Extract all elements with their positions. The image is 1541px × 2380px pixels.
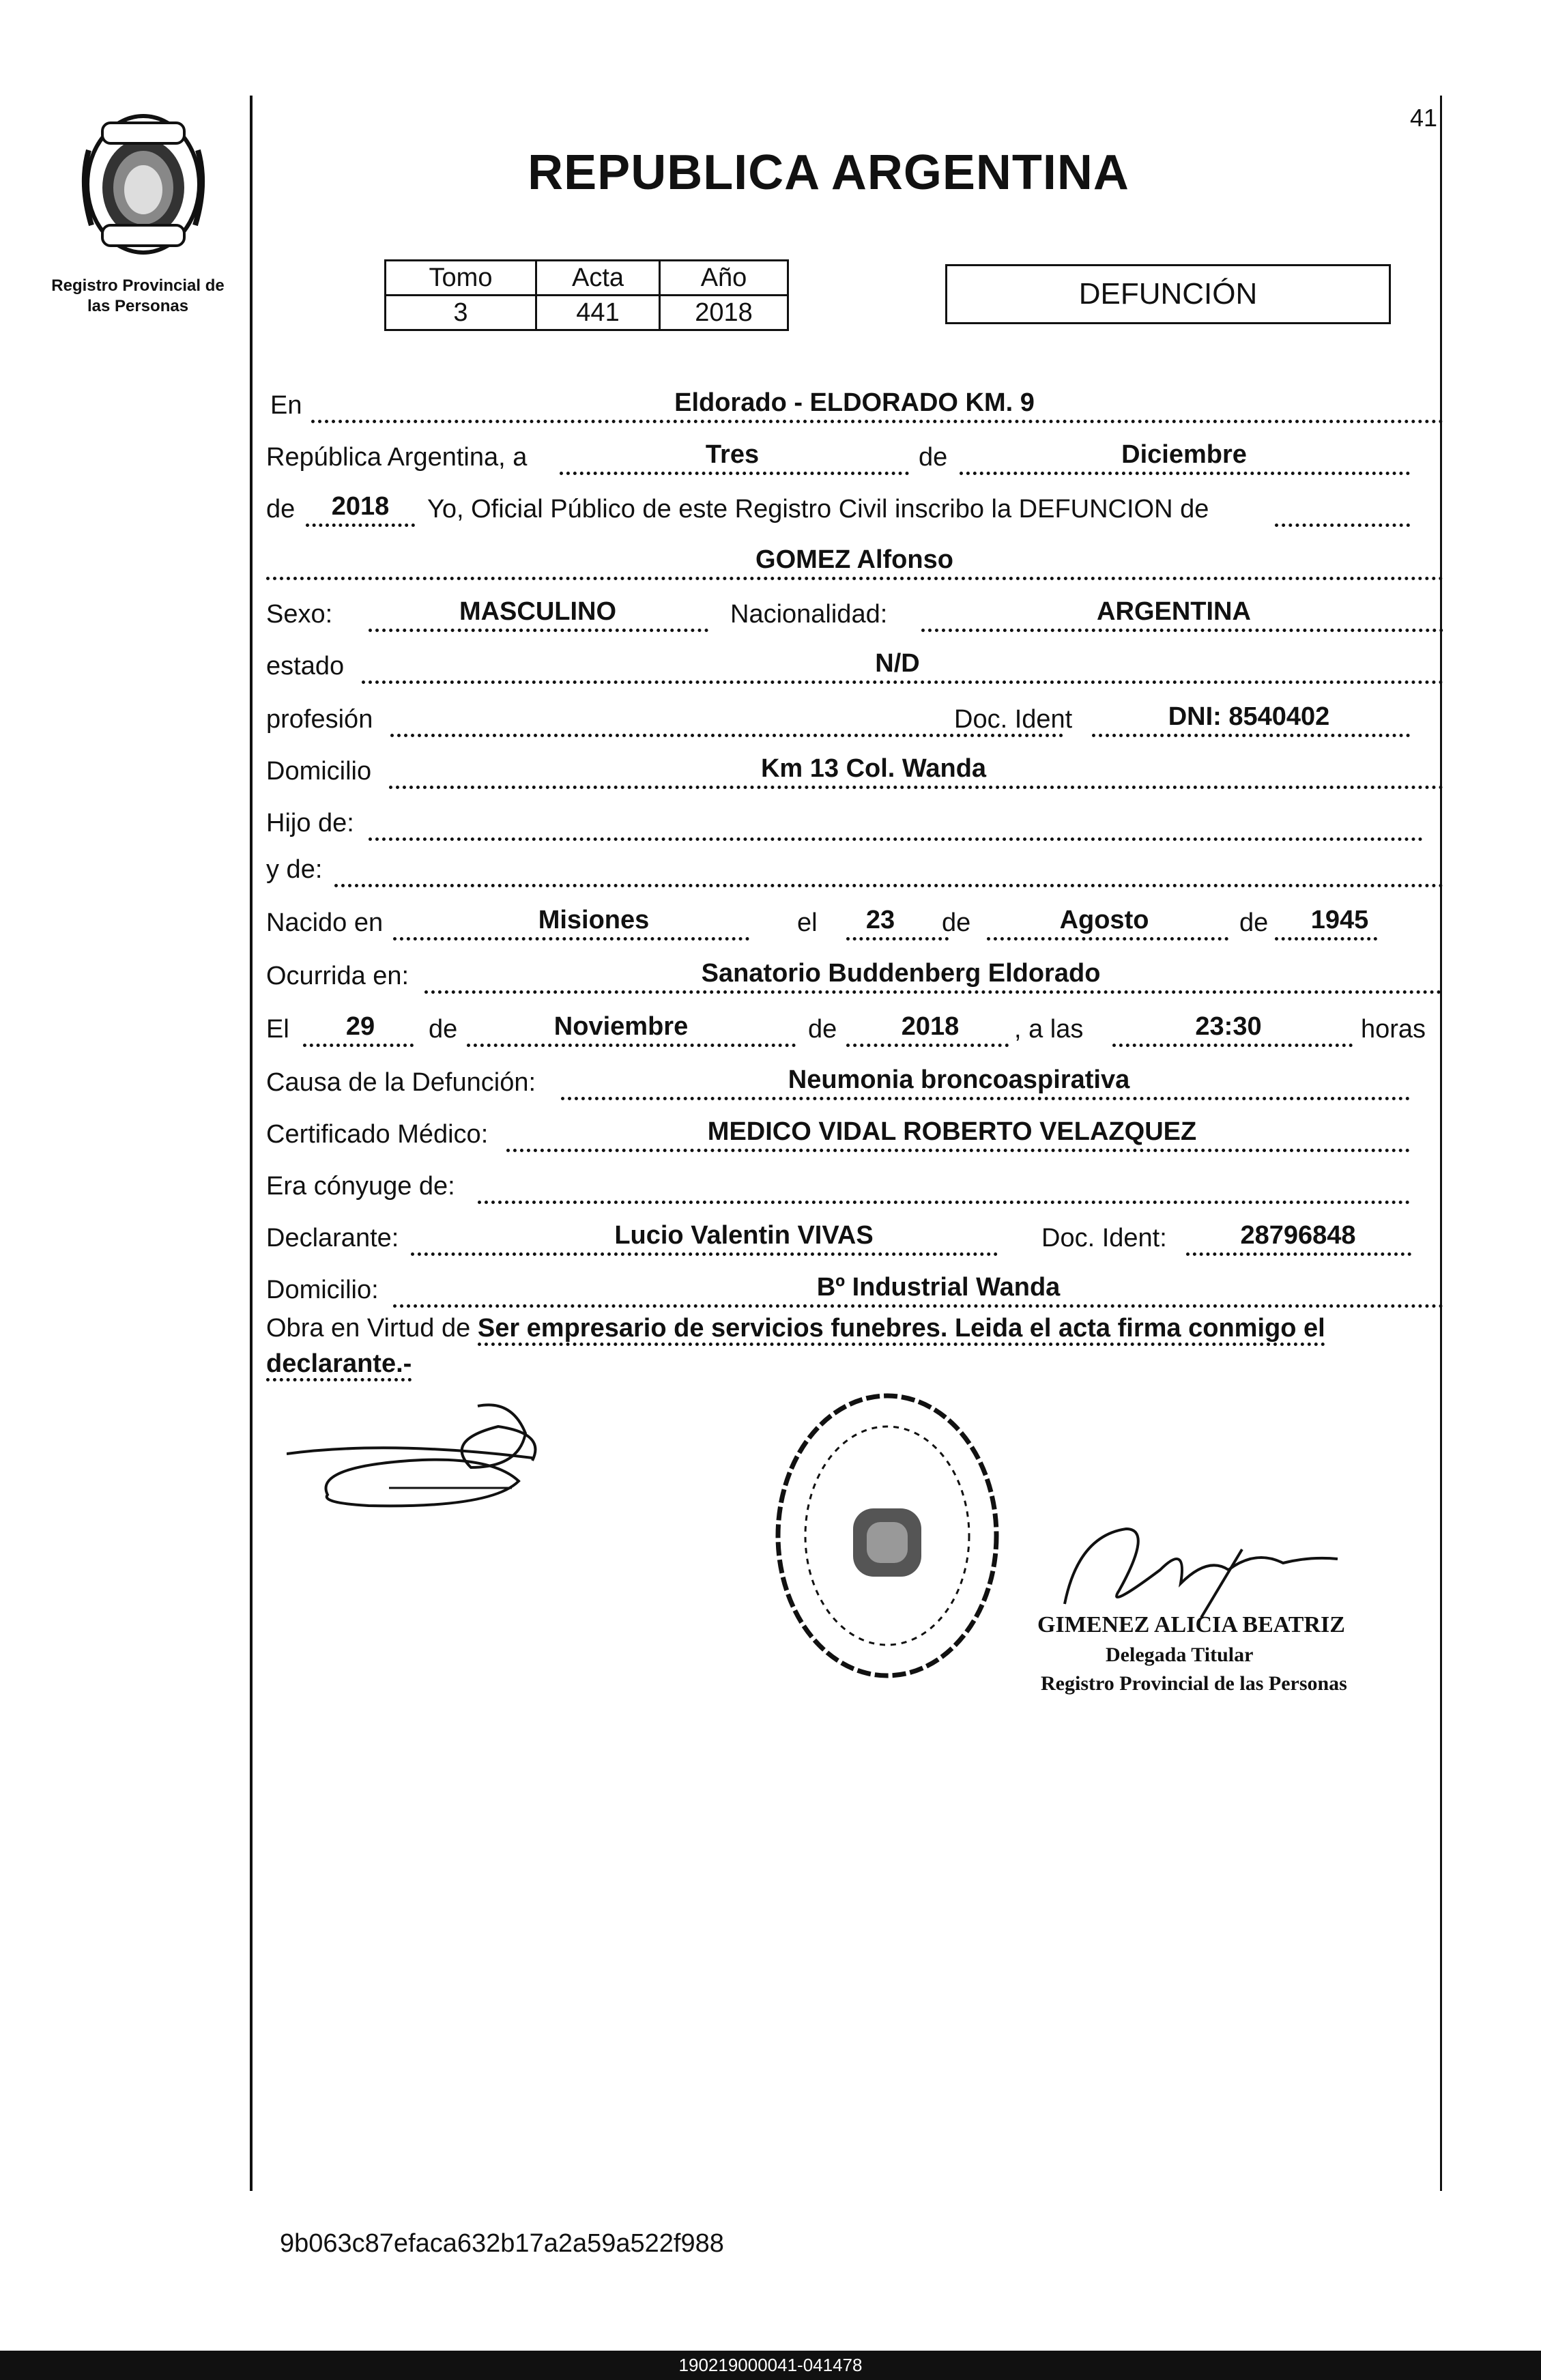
row-domicilio [266, 751, 1443, 792]
death-day: 29 [345, 1012, 375, 1041]
de-label-4: de [429, 1015, 458, 1044]
declarante-value: Lucio Valentin VIVAS [614, 1221, 874, 1250]
y-de-fill [334, 847, 1443, 887]
row-hijo [266, 803, 1443, 844]
declarante-doc-label: Doc. Ident: [1041, 1224, 1167, 1252]
hijo-fill [369, 801, 1423, 841]
barcode-footer: 190219000041-041478 [0, 2351, 1541, 2380]
birth-day-fill [846, 900, 949, 941]
doc-ident-value: DNI: 8540402 [1168, 702, 1330, 731]
profesion-label: profesión [266, 705, 373, 734]
registry-caption [42, 276, 233, 317]
domicilio2-label: Domicilio: [266, 1276, 379, 1304]
declarant-signature [287, 1392, 601, 1529]
ano-value: 2018 [660, 296, 788, 330]
declarante-label: Declarante: [266, 1224, 399, 1252]
row-profesion [266, 699, 1443, 740]
doc-ident-label: Doc. Ident [954, 705, 1073, 734]
official-stamp [764, 1379, 1010, 1693]
y-de-label: y de: [266, 855, 323, 884]
domicilio2-value: Bº Industrial Wanda [816, 1273, 1061, 1302]
document-hash: 9b063c87efaca632b17a2a59a522f988 [280, 2229, 724, 2258]
row-y-de [266, 849, 1443, 890]
row-deceased-name [266, 542, 1443, 583]
sexo-value: MASCULINO [459, 597, 617, 626]
nacido-value: Misiones [538, 906, 650, 934]
row-sexo [266, 594, 1443, 635]
ocurrida-value: Sanatorio Buddenberg Eldorado [701, 959, 1101, 988]
page-title: REPUBLICA ARGENTINA [528, 145, 1129, 200]
estado-label: estado [266, 652, 345, 680]
conyuge-label: Era cónyuge de: [266, 1172, 455, 1201]
ano-header: Año [660, 261, 788, 296]
record-type-box: DEFUNCIÓN [945, 264, 1391, 324]
declarante-doc-value: 28796848 [1240, 1221, 1356, 1250]
estado-value: N/D [875, 649, 920, 678]
death-month: Noviembre [553, 1012, 689, 1041]
registry-caption-line2: las Personas [87, 297, 189, 315]
de-label: de [919, 443, 948, 472]
obra-value: Ser empresario de servicios funebres. Leida el acta firma conmigo el declarante.- [266, 1314, 1325, 1381]
birth-year: 1945 [1310, 906, 1369, 934]
official-fill [1275, 487, 1410, 527]
registry-caption-line1: Registro Provincial de [51, 276, 225, 295]
en-label: En [270, 391, 302, 420]
row-certificado [266, 1114, 1443, 1155]
official-text: Yo, Oficial Público de este Registro Civil inscribo la DEFUNCION de [427, 495, 1209, 524]
domicilio-label: Domicilio [266, 757, 372, 786]
acta-value: 441 [536, 296, 660, 330]
hijo-label: Hijo de: [266, 809, 354, 837]
de-label-3: de [1239, 908, 1269, 937]
birth-month: Agosto [1059, 906, 1149, 934]
year-de-label: de [266, 495, 296, 524]
nacionalidad-label: Nacionalidad: [730, 600, 888, 629]
month-word: Diciembre [1121, 440, 1247, 469]
row-conyuge [266, 1166, 1443, 1207]
acta-header: Acta [536, 261, 660, 296]
row-year-official [266, 489, 1443, 530]
official-title: Delegada Titular [1106, 1644, 1254, 1666]
death-time: 23:30 [1195, 1012, 1262, 1041]
official-signature [1051, 1508, 1351, 1618]
tomo-value: 3 [386, 296, 536, 330]
row-causa [266, 1062, 1443, 1103]
death-year: 2018 [901, 1012, 960, 1041]
nacionalidad-value: ARGENTINA [1097, 597, 1251, 626]
official-name: GIMENEZ ALICIA BEATRIZ [1037, 1612, 1345, 1637]
record-table [384, 259, 789, 331]
row-declarante [266, 1218, 1443, 1259]
day-word: Tres [705, 440, 760, 469]
nacido-label: Nacido en [266, 908, 384, 937]
de-label-5: de [808, 1015, 837, 1044]
de-label-2: de [942, 908, 971, 937]
page-number: 41 [1409, 104, 1437, 132]
row-en [266, 385, 1443, 426]
row-estado [266, 646, 1443, 687]
row-republica [266, 437, 1443, 478]
year-value: 2018 [331, 492, 390, 521]
causa-label: Causa de la Defunción: [266, 1068, 536, 1097]
tomo-header: Tomo [386, 261, 536, 296]
certificado-value: MEDICO VIDAL ROBERTO VELAZQUEZ [707, 1117, 1197, 1146]
domicilio-value: Km 13 Col. Wanda [760, 754, 987, 783]
sexo-label: Sexo: [266, 600, 333, 629]
republica-label: República Argentina, a [266, 443, 528, 472]
row-nacido [266, 902, 1443, 943]
row-death-date [266, 1009, 1443, 1050]
deceased-name: GOMEZ Alfonso [755, 545, 953, 574]
obra-prefix: Obra en Virtud de [266, 1314, 471, 1343]
left-margin-rule [250, 96, 253, 2191]
a-las-label: , a las [1014, 1015, 1084, 1044]
certificado-label: Certificado Médico: [266, 1120, 489, 1149]
obra-paragraph [266, 1310, 1443, 1381]
official-office: Registro Provincial de las Personas [1041, 1672, 1347, 1695]
el-label-2: El [266, 1015, 289, 1044]
causa-value: Neumonia broncoaspirativa [788, 1065, 1130, 1094]
conyuge-fill [478, 1164, 1410, 1204]
birth-day: 23 [865, 906, 895, 934]
row-ocurrida [266, 956, 1443, 997]
horas-label: horas [1361, 1015, 1426, 1044]
en-value: Eldorado - ELDORADO KM. 9 [674, 388, 1035, 417]
ocurrida-label: Ocurrida en: [266, 962, 409, 990]
el-label: el [797, 908, 818, 937]
row-domicilio-2 [266, 1270, 1443, 1310]
